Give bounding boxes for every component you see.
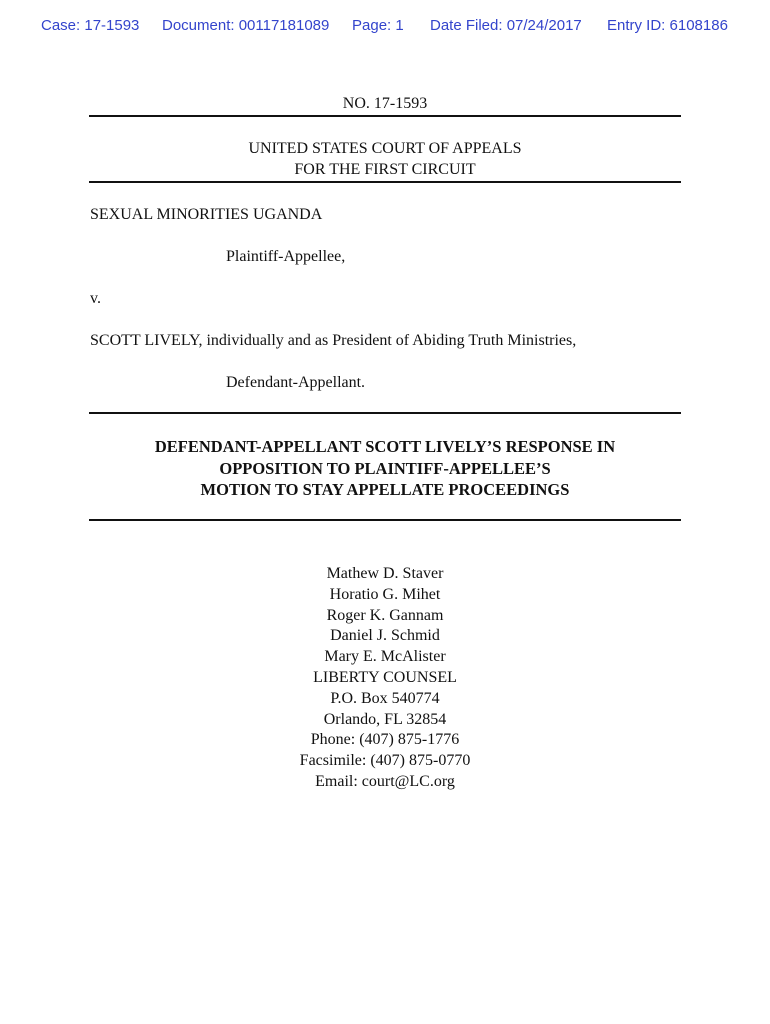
email: Email: court@LC.org <box>315 772 455 790</box>
divider <box>89 115 681 117</box>
entry-id: Entry ID: 6108186 <box>607 17 728 34</box>
versus: v. <box>90 290 101 307</box>
attorney-name: Daniel J. Schmid <box>330 627 440 645</box>
attorney-name: Mary E. McAlister <box>324 648 446 666</box>
phone: Phone: (407) 875-1776 <box>310 731 460 749</box>
document-title-line3: MOTION TO STAY APPELLATE PROCEEDINGS <box>200 480 570 499</box>
firm-name: LIBERTY COUNSEL <box>313 668 457 686</box>
fax: Facsimile: (407) 875-0770 <box>299 752 471 770</box>
document-title-line2: OPPOSITION TO PLAINTIFF-APPELLEE’S <box>219 459 551 478</box>
page-number: Page: 1 <box>352 17 404 34</box>
attorney-name: Roger K. Gannam <box>326 606 444 624</box>
document-number: Document: 00117181089 <box>162 17 330 34</box>
court-name-line1: UNITED STATES COURT OF APPEALS <box>248 140 522 157</box>
defendant-role: Defendant-Appellant. <box>226 374 366 391</box>
counsel-block <box>0 564 770 793</box>
address-line1: P.O. Box 540774 <box>330 689 440 707</box>
divider <box>89 412 681 414</box>
defendant-name: SCOTT LIVELY, individually and as President of Abiding Truth Ministries, <box>90 332 577 349</box>
attorney-name: Horatio G. Mihet <box>329 585 441 603</box>
filing-header <box>0 17 770 37</box>
docket-number: NO. 17-1593 <box>342 95 428 112</box>
case-number: Case: 17-1593 <box>41 17 140 34</box>
address-line2: Orlando, FL 32854 <box>323 710 447 728</box>
divider <box>89 519 681 521</box>
date-filed: Date Filed: 07/24/2017 <box>430 17 582 34</box>
divider <box>89 181 681 183</box>
court-name-line2: FOR THE FIRST CIRCUIT <box>294 161 476 178</box>
plaintiff-role: Plaintiff-Appellee, <box>226 248 346 265</box>
document-title-line1: DEFENDANT-APPELLANT SCOTT LIVELY’S RESPONSE IN <box>154 437 616 456</box>
attorney-name: Mathew D. Staver <box>326 565 444 582</box>
plaintiff-name: SEXUAL MINORITIES UGANDA <box>90 206 323 223</box>
